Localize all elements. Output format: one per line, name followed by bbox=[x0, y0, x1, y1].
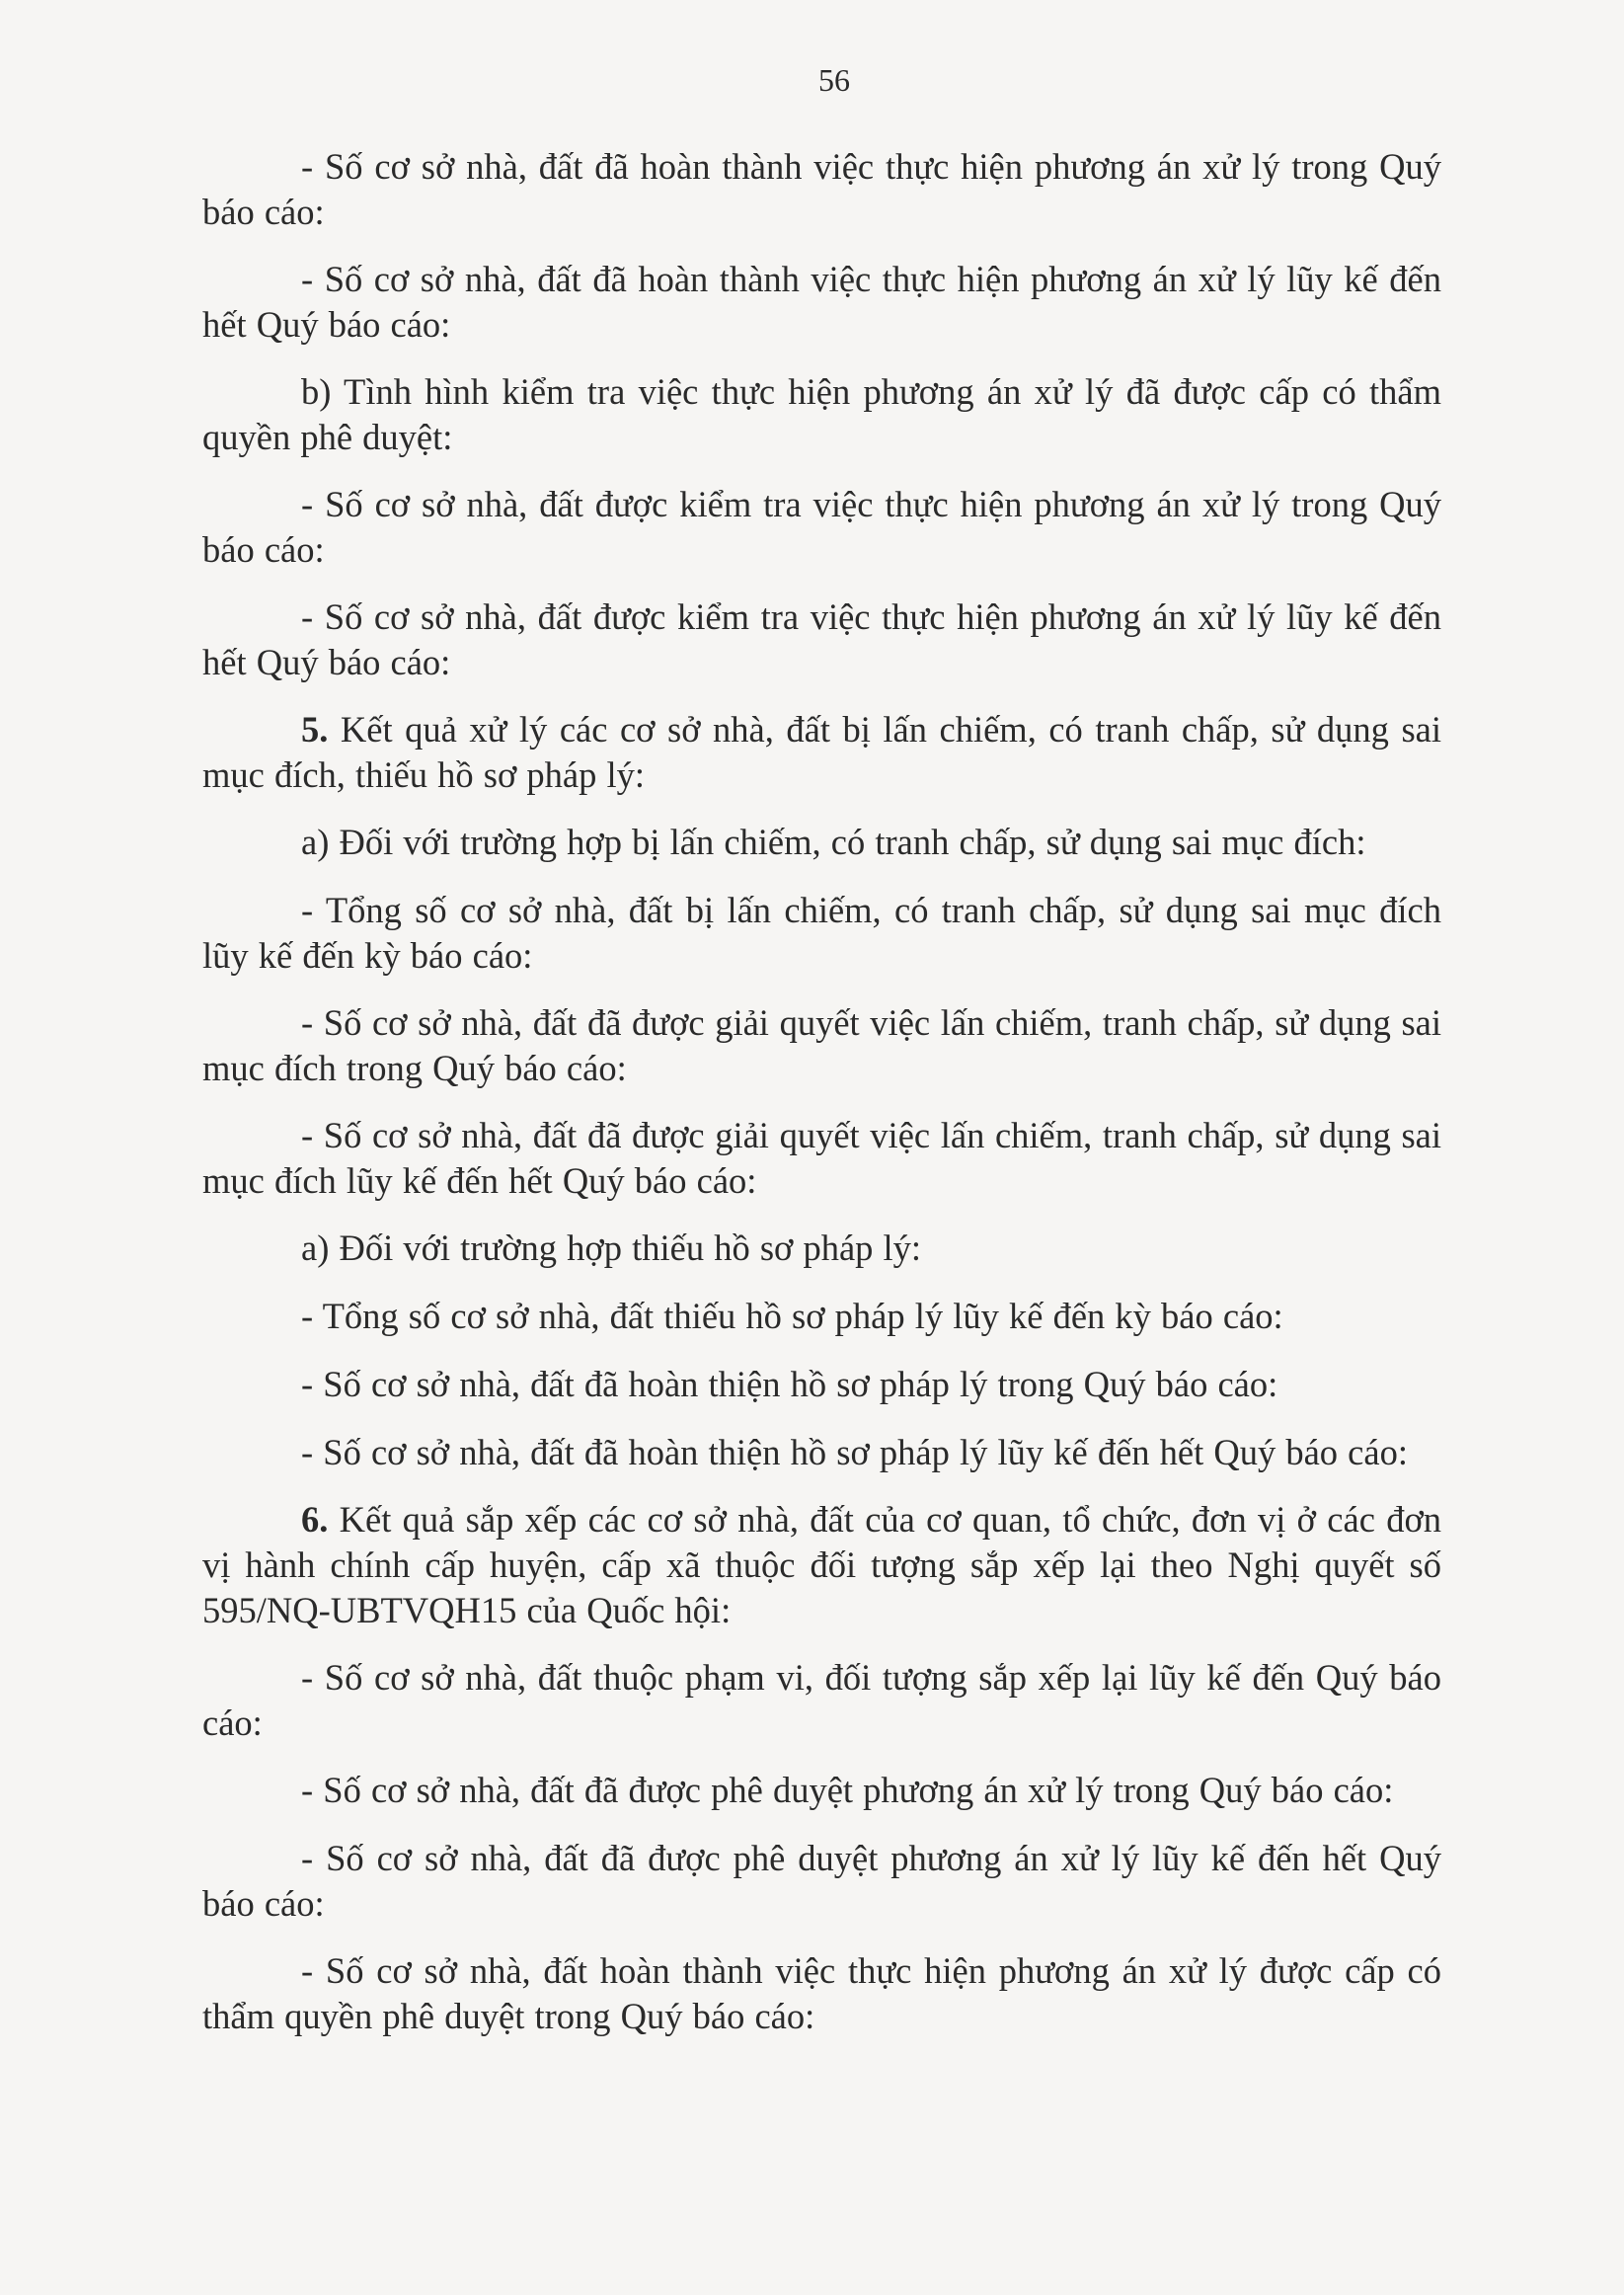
section-heading-6: 6. Kết quả sắp xếp các cơ sở nhà, đất của cơ quan, tổ chức, đơn vị ở các đơn vị hành chính cấp huyện, cấp xã thuộc đối tượng sắp xếp lại theo Nghị quyết số 595/NQ-UBTVQH15 của Quốc hội: bbox=[202, 1499, 1441, 1630]
paragraph: - Số cơ sở nhà, đất được kiểm tra việc thực hiện phương án xử lý lũy kế đến hết Quý báo cáo: bbox=[202, 596, 1441, 682]
section-number: 5. bbox=[301, 709, 329, 750]
paragraph: - Số cơ sở nhà, đất đã được phê duyệt phương án xử lý lũy kế đến hết Quý báo cáo: bbox=[202, 1838, 1441, 1924]
paragraph: - Số cơ sở nhà, đất đã hoàn thành việc thực hiện phương án xử lý trong Quý báo cáo: bbox=[202, 146, 1441, 232]
paragraph: - Số cơ sở nhà, đất được kiểm tra việc thực hiện phương án xử lý trong Quý báo cáo: bbox=[202, 484, 1441, 570]
paragraph: - Tổng số cơ sở nhà, đất thiếu hồ sơ pháp lý lũy kế đến kỳ báo cáo: bbox=[301, 1296, 1283, 1336]
subsection-heading: a) Đối với trường hợp thiếu hồ sơ pháp lý: bbox=[301, 1227, 922, 1268]
paragraph: b) Tình hình kiểm tra việc thực hiện phương án xử lý đã được cấp có thẩm quyền phê duyệt: bbox=[202, 371, 1441, 457]
paragraph: - Số cơ sở nhà, đất đã hoàn thiện hồ sơ pháp lý lũy kế đến hết Quý báo cáo: bbox=[301, 1432, 1408, 1472]
paragraph: - Số cơ sở nhà, đất hoàn thành việc thực hiện phương án xử lý được cấp có thẩm quyền phê duyệt trong Quý báo cáo: bbox=[202, 1950, 1441, 2036]
paragraph: - Số cơ sở nhà, đất thuộc phạm vi, đối tượng sắp xếp lại lũy kế đến Quý báo cáo: bbox=[202, 1657, 1441, 1743]
paragraph: - Số cơ sở nhà, đất đã hoàn thiện hồ sơ pháp lý trong Quý báo cáo: bbox=[301, 1364, 1278, 1404]
page-number: 56 bbox=[818, 62, 850, 98]
section-number: 6. bbox=[301, 1499, 329, 1540]
paragraph: - Số cơ sở nhà, đất đã được giải quyết việc lấn chiếm, tranh chấp, sử dụng sai mục đích trong Quý báo cáo: bbox=[202, 1002, 1441, 1088]
section-heading-5: 5. Kết quả xử lý các cơ sở nhà, đất bị lấn chiếm, có tranh chấp, sử dụng sai mục đích, thiếu hồ sơ pháp lý: bbox=[202, 709, 1441, 795]
paragraph: - Số cơ sở nhà, đất đã được giải quyết việc lấn chiếm, tranh chấp, sử dụng sai mục đích lũy kế đến hết Quý báo cáo: bbox=[202, 1115, 1441, 1201]
paragraph: - Tổng số cơ sở nhà, đất bị lấn chiếm, có tranh chấp, sử dụng sai mục đích lũy kế đến kỳ báo cáo: bbox=[202, 890, 1441, 976]
subsection-heading: a) Đối với trường hợp bị lấn chiếm, có tranh chấp, sử dụng sai mục đích: bbox=[301, 822, 1366, 862]
paragraph: - Số cơ sở nhà, đất đã hoàn thành việc thực hiện phương án xử lý lũy kế đến hết Quý báo cáo: bbox=[202, 259, 1441, 345]
paragraph: - Số cơ sở nhà, đất đã được phê duyệt phương án xử lý trong Quý báo cáo: bbox=[301, 1770, 1394, 1810]
